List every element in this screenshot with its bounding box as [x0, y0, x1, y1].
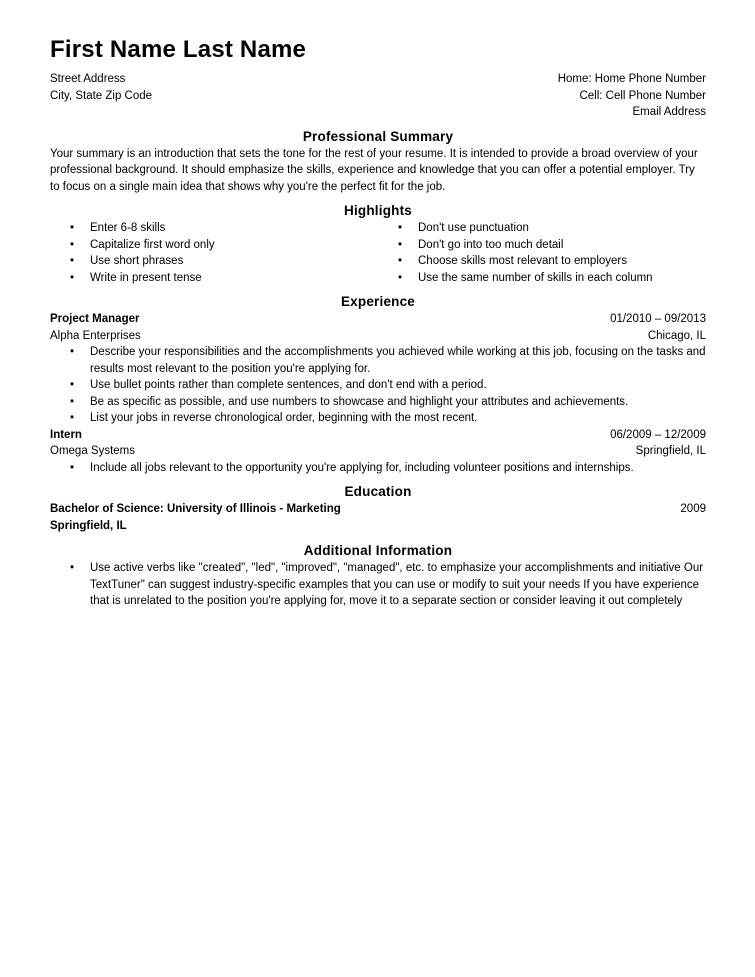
bullet-icon: • [70, 395, 75, 408]
highlight-item [378, 220, 706, 237]
highlights-columns [50, 220, 706, 286]
bullet-icon: • [70, 412, 75, 424]
job-location: Springfield, IL [635, 445, 706, 457]
summary-text: Your summary is an introduction that sets the tone for the rest of your resume. It is intended to provide a broad overview of your professional background. It should emphasize the skills, experience and knowledge that you can offer a potential employer. Try to focus on a single main idea that shows why you're the perfect fit for the job. [50, 147, 698, 193]
bullet-icon: • [70, 379, 75, 391]
street-address: Street Address [50, 73, 126, 85]
job-title: Project Manager [50, 313, 140, 325]
highlight-text: Capitalize first word only [90, 238, 215, 251]
email-address: Email Address [632, 106, 706, 118]
highlights-right-column [378, 220, 706, 286]
section-additional-information [50, 543, 706, 610]
job-bullet [50, 394, 706, 411]
highlight-item [378, 237, 706, 254]
address-block [50, 71, 152, 121]
company-name: Omega Systems [50, 445, 135, 457]
highlight-text: Use the same number of skills in each column [418, 271, 653, 284]
additional-bullet [50, 560, 706, 610]
highlight-text: Enter 6-8 skills [90, 222, 166, 234]
summary-section-title: Professional Summary [302, 128, 454, 144]
education-section-title: Education [344, 484, 412, 499]
bullet-icon: • [70, 271, 75, 284]
job-title: Intern [50, 428, 82, 441]
contact-block [50, 71, 706, 121]
highlights-left-column [50, 220, 378, 286]
bullet-icon: • [70, 238, 75, 251]
phone-block [558, 71, 706, 121]
section-education [50, 484, 706, 534]
job-entry [50, 311, 706, 427]
highlight-text: Choose skills most relevant to employers [418, 255, 627, 267]
highlight-item [50, 253, 378, 270]
bullet-icon: • [398, 255, 403, 267]
job-bullet-text: List your jobs in reverse chronological order, beginning with the most recent. [90, 412, 478, 424]
job-dates: 01/2010 – 09/2013 [610, 313, 706, 325]
job-entry [50, 427, 706, 477]
job-bullet-text: Describe your responsibilities and the accomplishments you achieved while working at this job, focusing on the tasks and results most relevant to the position you're applying for. [90, 346, 706, 375]
bullet-icon: • [398, 271, 403, 284]
bullet-icon: • [70, 346, 75, 358]
job-company-row [50, 443, 706, 460]
job-dates: 06/2009 – 12/2009 [610, 428, 706, 441]
highlight-text: Use short phrases [90, 255, 184, 267]
job-bullet [50, 460, 706, 477]
city-state-zip: City, State Zip Code [50, 89, 153, 102]
job-bullet [50, 377, 706, 394]
job-bullet [50, 344, 706, 377]
highlights-section-title: Highlights [344, 203, 412, 218]
header [50, 36, 706, 121]
highlight-text: Don't go into too much detail [418, 238, 564, 251]
job-bullet-text: Use bullet points rather than complete sentences, and don't end with a period. [90, 379, 487, 391]
section-highlights [50, 203, 706, 286]
degree-line: Bachelor of Science: University of Illinois - Marketing [50, 503, 341, 515]
company-name: Alpha Enterprises [50, 329, 141, 342]
graduation-year: 2009 [680, 503, 706, 515]
job-bullet-text: Include all jobs relevant to the opportunity you're applying for, including volunteer positions and internships. [90, 461, 634, 474]
additional-section-title: Additional Information [303, 543, 453, 558]
bullet-icon: • [398, 238, 403, 251]
home-phone: Home: Home Phone Number [557, 73, 706, 85]
bullet-icon: • [70, 562, 75, 574]
education-degree-row [50, 501, 706, 518]
bullet-icon: • [398, 222, 403, 234]
bullet-icon: • [70, 222, 75, 234]
job-title-row [50, 427, 706, 444]
highlight-item [378, 270, 706, 287]
page-title: First Name Last Name [50, 36, 307, 63]
job-location: Chicago, IL [647, 329, 706, 342]
job-bullet-text: Be as specific as possible, and use numbers to showcase and highlight your attributes and achievements. [90, 395, 629, 408]
bullet-icon: • [70, 461, 75, 474]
job-company-row [50, 328, 706, 345]
cell-phone: Cell: Cell Phone Number [579, 89, 706, 102]
job-title-row [50, 311, 706, 328]
section-experience [50, 294, 706, 476]
highlight-text: Write in present tense [90, 271, 202, 284]
highlight-text: Don't use punctuation [418, 222, 529, 234]
bullet-icon: • [70, 255, 75, 267]
highlight-item [50, 237, 378, 254]
experience-section-title: Experience [340, 294, 416, 309]
highlight-item [50, 220, 378, 237]
education-location: Springfield, IL [50, 519, 127, 532]
highlight-item [378, 253, 706, 270]
additional-info-text: Use active verbs like "created", "led", "improved", "managed", etc. to emphasize your accomplishments and initiative Our TextTuner" can suggest industry-specific examples that you can use or modify to suit your needs If you have experience that is unrelated to the position you're applying for, move it to a separate section or consider leaving it out completely [90, 562, 704, 607]
section-summary [50, 129, 706, 196]
job-bullet [50, 410, 706, 427]
highlight-item [50, 270, 378, 287]
